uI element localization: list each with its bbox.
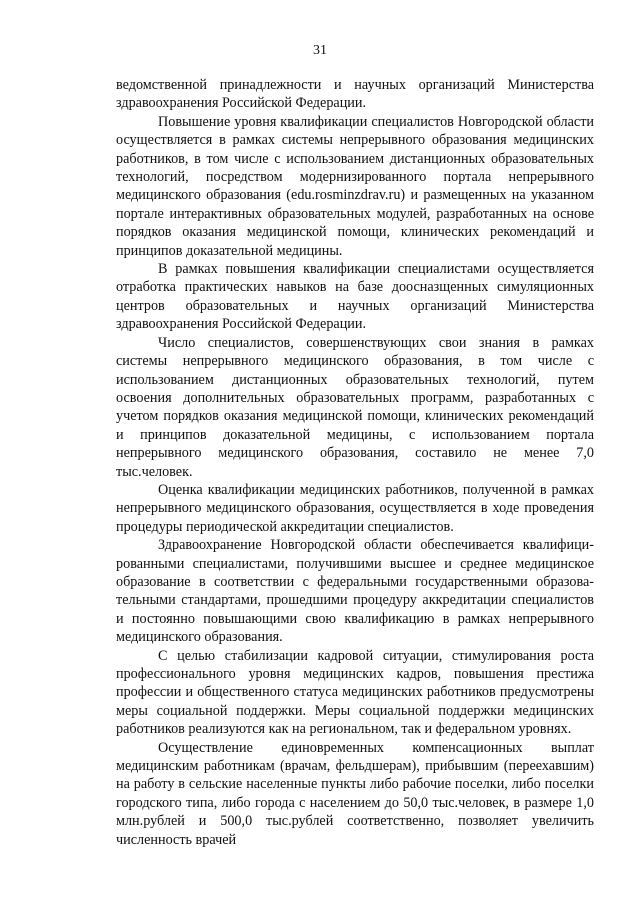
page-number: 31 [313,43,327,58]
paragraph-specialists-count: Число специалистов, совершенствующих свои знания в рамках системы непрерывного медицинского образования, в том числе с использованием дистанционных образовательных технологий, путем освоения дополнительных образовательных программ, разработанных с учетом порядков оказания медицинской помощи, клинических рекомендаций и принципов доказательной медицины, с использованием портала непрерывного медицинского образования, составило не менее 7,0 тыс.человек. [116,334,594,480]
paragraph-qualification-upgrade: Повышение уровня квалификации специалистов Новгородской области осуществляется в рамках системы непрерывного образования медицинских работников, в том числе с использованием дистанционных образовательных технологий, посредством модернизированного портала непрерывного медицинского образования (edu.rosminzdrav.ru) и размещенных на указанном портале интерактивных образовательных модулей, разработанных на основе порядков оказания медицинской помощи, клинических рекомендаций и принципов доказательной медицины. [116,113,594,259]
paragraph-social-support: С целью стабилизации кадровой ситуации, стимулирования роста профессионального уровня медицинских кадров, повышения престижа профессии и общественного статуса медицинских работников предусмотрены меры социальной поддержки. Меры социальной поддержки медицинских работников реализуются как на региональном, так и федеральном уровнях. [116,647,594,738]
paragraph-continuation: ведомственной принадлежности и научных организаций Министерства здравоохранения Российской Федерации. [116,77,594,112]
paragraph-qualification-assessment: Оценка квалификации медицинских работников, полученной в рамках непрерывного медицинского образования, осуществляется в ходе проведения процедуры периодической аккредитации специалистов. [116,481,594,535]
document-body [116,76,594,849]
paragraph-healthcare-staffing: Здравоохранение Новгородской области обеспечивается квалифицированными специалистами, получившими высшее и среднее медицинское образование в соответствии с федеральными государственными образовательными стандартами, прошедшими процедуру аккредитации специалистов и постоянно повышающими свою квалификацию в рамках непрерывного медицинского образования. [116,537,594,646]
paragraph-practical-skills: В рамках повышения квалификации специалистами осуществляется отработка практических навыков на базе доосназщенных симуляционных центров образовательных и научных организаций Министерства здравоохранения Российской Федерации. [116,261,594,333]
paragraph-compensation-payments: Осуществление единовременных компенсационных выплат медицинским работникам (врачам, фельдшерам), прибывшим (переехавшим) на работу в сельские населенные пункты либо рабочие поселки, либо поселки городского типа, либо города с населением до 50,0 тыс.человек, в размере 1,0 млн.рублей и 500,0 тыс.рублей соответственно, позволяет увеличить численность врачей [116,739,594,848]
